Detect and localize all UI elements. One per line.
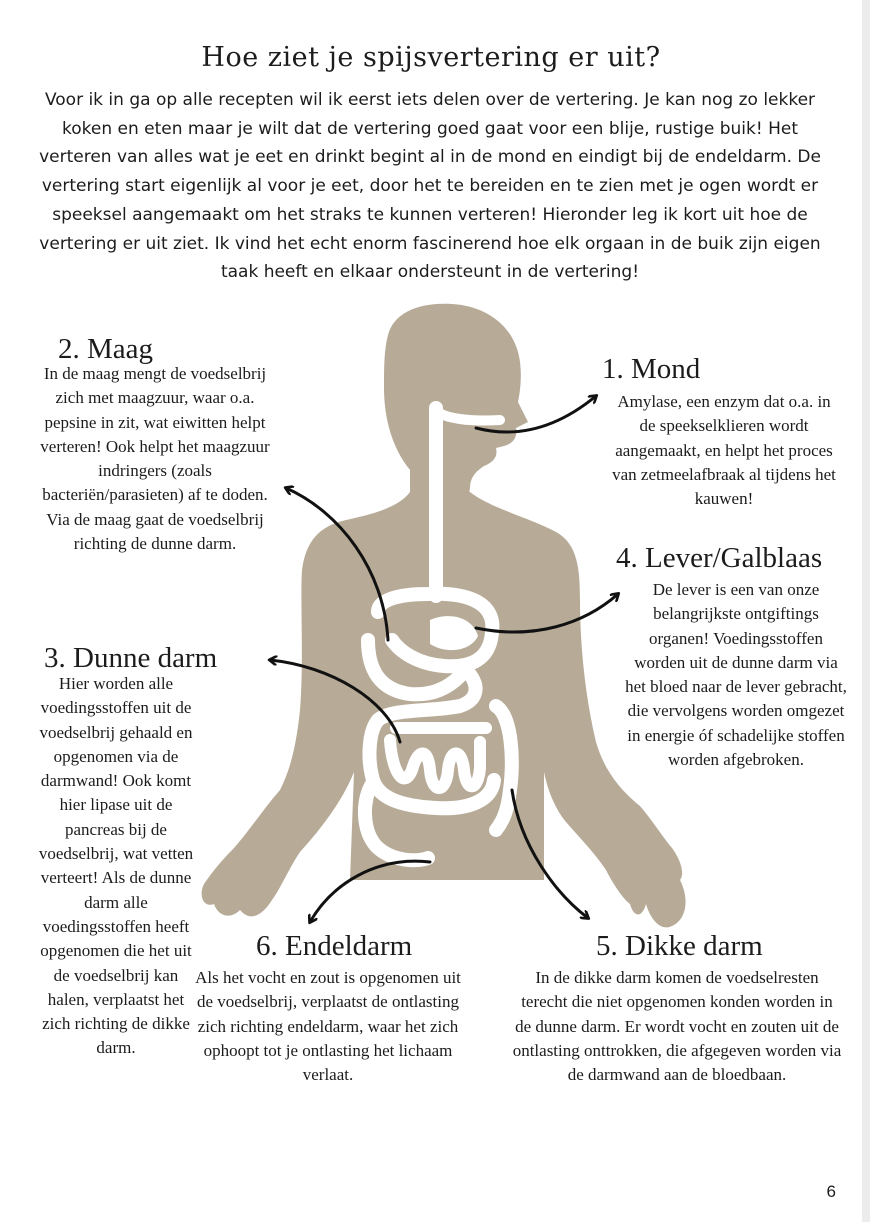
section-lever-text: De lever is een van onze belangrijkste ontgiftings organen! Voedingsstoffen worden uit de dunne darm via het bloed naar de lever gebracht, die vervolgens worden omgezet in energie óf schadelijke stoffen worden afgebroken. xyxy=(625,580,847,770)
section-mond-text: Amylase, een enzym dat o.a. in de speekselklieren wordt aangemaakt, en helpt het proces van zetmeelafbraak al tijdens het kauwen! xyxy=(612,392,836,509)
section-lever xyxy=(606,541,836,575)
section-dikke-darm-heading: 5. Dikke darm xyxy=(596,930,763,962)
section-dikke-darm xyxy=(580,929,780,963)
section-maag-text: In de maag mengt de voedselbrij zich met maagzuur, waar o.a. pepsine in zit, wat eiwitten helpt verteren! Ook helpt het maagzuur indringers (zoals bacteriën/parasieten) af te doden. Via de maag gaat de voedselbrij richting de dunne darm. xyxy=(40,364,270,554)
section-dunne-darm xyxy=(40,641,240,675)
section-maag-body xyxy=(30,362,280,556)
page-title: Hoe ziet je spijsvertering er uit? xyxy=(201,42,661,73)
section-endeldarm xyxy=(240,929,440,963)
section-dunne-darm-text: Hier worden alle voedingsstoffen uit de voedselbrij gehaald en opgenomen via de darmwand! Ook komt hier lipase uit de pancreas bij de voedselbrij, wat vetten verteert! Als de dunne darm alle voedingsstoffen heeft opgenomen die het uit de voedselbrij kan halen, verplaatst het zich richting de dikke darm. xyxy=(38,674,194,1058)
section-lever-heading: 4. Lever/Galblaas xyxy=(616,542,823,574)
section-mond xyxy=(590,352,760,386)
section-dunne-darm-heading: 3. Dunne darm xyxy=(44,642,218,674)
intro-paragraph: Voor ik in ga op alle recepten wil ik eerst iets delen over de vertering. Je kan nog zo lekker koken en eten maar je wilt dat de vertering goed gaat voor een blije, rustige buik! Het verteren van alles wat je eet en drinkt begint al in de mond en eindigt bij de endeldarm. De vertering start eigenlijk al voor je eet, door het te bereiden en te zien met je ogen wordt er speeksel aangemaakt om het straks te kunnen verteren! Hieronder leg ik kort uit hoe de vertering er uit ziet. Ik vind het echt enorm fascinerend hoe elk orgaan in de buik zijn eigen taak heeft en elkaar ondersteunt in de vertering! xyxy=(39,90,821,283)
section-endeldarm-heading: 6. Endeldarm xyxy=(256,930,413,962)
section-mond-heading: 1. Mond xyxy=(602,353,701,385)
page-number: 6 xyxy=(826,1182,836,1201)
section-dikke-darm-body xyxy=(512,966,842,1087)
section-endeldarm-text: Als het vocht en zout is opgenomen uit de voedselbrij, verplaatst de ontlasting zich richting endeldarm, waar het zich ophoopt tot je ontlasting het lichaam verlaat. xyxy=(195,968,461,1085)
section-dikke-darm-text: In de dikke darm komen de voedselresten terecht die niet opgenomen konden worden in de dunne darm. Er wordt vocht en zouten uit de ontlasting onttrokken, die afgegeven worden via de darmwand aan de bloedbaan. xyxy=(512,968,842,1085)
section-maag-heading: 2. Maag xyxy=(58,333,154,365)
section-endeldarm-body xyxy=(194,966,462,1087)
section-lever-body xyxy=(624,578,848,772)
section-maag xyxy=(52,332,212,366)
section-dunne-darm-body xyxy=(36,672,196,1061)
page-edge xyxy=(862,0,870,1222)
section-mond-body xyxy=(608,390,840,511)
